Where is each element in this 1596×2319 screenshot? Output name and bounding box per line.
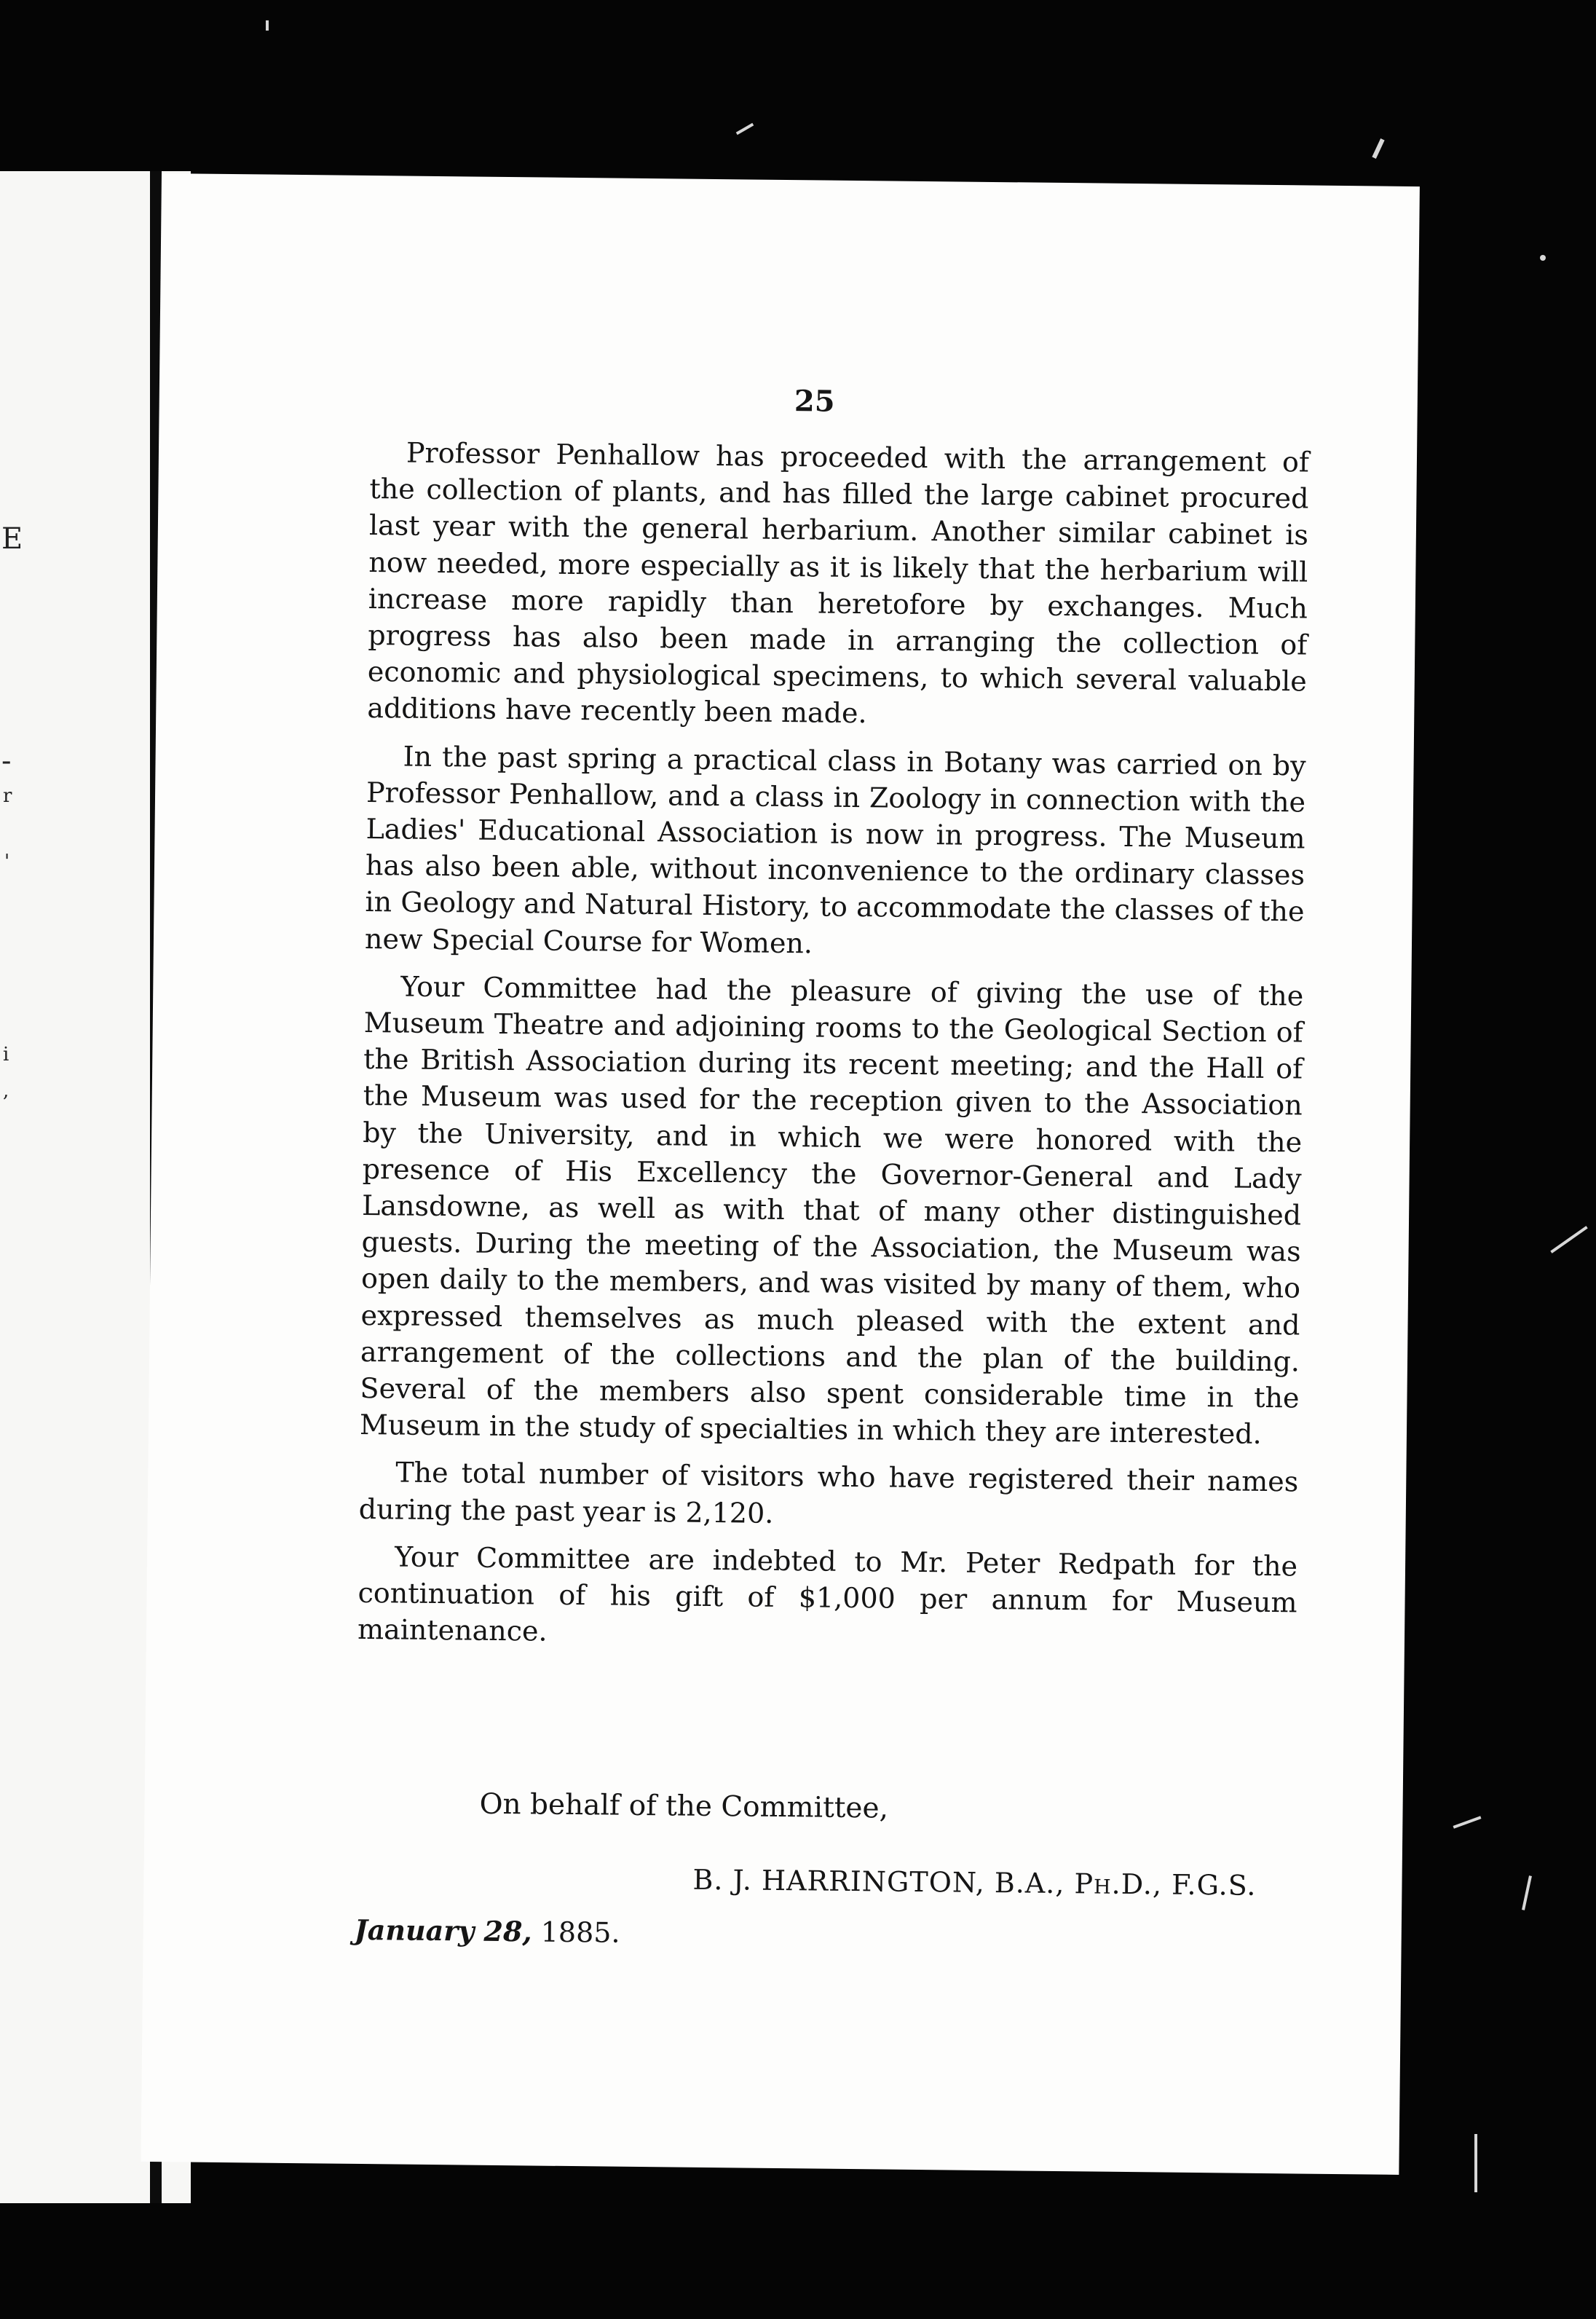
paragraph: Your Committee had the pleasure of giving the use of the Museum Theatre and adjoining rooms to the Geological Section of the British Association during its recent meeting; and the Hall of the Museum was used for the reception given to the Association by the University, and in which we were honored with the presence of His Excellency the Governor-General and Lady Lansdowne, as well as with that of many other distinguished guests. During the meeting of the Association, the Museum was open daily to the members, and was visited by many of them, who expressed themselves as much pleased with the extent and arrangement of the collections and the plan of the building. Several of the members also spent considerable time in the Museum in the study of specialties in which they are interested. [359, 970, 1304, 1451]
paragraph: The total number of visitors who have registered their names during the past year is 2,120. [358, 1456, 1299, 1529]
scan-speck [1372, 138, 1384, 159]
date-year: 1885. [540, 1916, 620, 1949]
paragraph: Professor Penhallow has proceeded with the arrangement of the collection of plants, and has filled the large cabinet procured last year with the general herbarium. Another similar cabinet is now needed, more especially as it is likely that the herbarium will increase more rapidly than heretofore by exchanges. Much progress has also been made in arranging the collection of economic and physiological specimens, to which several valuable additions have recently been made. [367, 436, 1310, 730]
paragraph: In the past spring a practical class in Botany was carried on by Professor Penhallow, and a class in Zoology in connection with the Ladies' Educational Association is now in progress. The Museum has also been able, without inconvenience to the ordinary classes in Geology and Natural History, to accommodate the classes of the new Special Course for Women. [364, 740, 1306, 960]
closing-line: On behalf of the Committee, [479, 1787, 889, 1825]
left-page-fragment: - [1, 744, 12, 778]
scan-speck [266, 20, 269, 31]
left-page-fragment: E [1, 522, 23, 556]
signature [692, 1864, 1256, 1902]
scan-speck [1540, 255, 1546, 261]
paragraph: Your Committee are indebted to Mr. Peter Redpath for the continuation of his gift of $1,000 per annum for Museum maintenance. [357, 1540, 1298, 1647]
scan-speck [1522, 1875, 1532, 1910]
signature-name: B. J. HARRINGTON, B.A., [692, 1863, 1065, 1900]
scan-speck [1453, 1816, 1482, 1828]
signature-degrees: Ph.D., F.G.S. [1074, 1867, 1257, 1902]
scan-speck [1474, 2134, 1477, 2192]
scan-speck [1550, 1226, 1587, 1253]
date-month-day: January 28, [354, 1913, 532, 1948]
left-page-fragment: , [3, 1080, 9, 1102]
date-line [355, 1913, 620, 1949]
left-page-fragment: r [3, 785, 12, 807]
left-page-fragment: ' [4, 851, 10, 873]
body-text [357, 434, 1310, 1669]
left-page-fragment: i [3, 1044, 9, 1066]
scan-speck [736, 123, 754, 135]
document-page [141, 173, 1419, 2175]
page-number: 25 [794, 384, 835, 419]
